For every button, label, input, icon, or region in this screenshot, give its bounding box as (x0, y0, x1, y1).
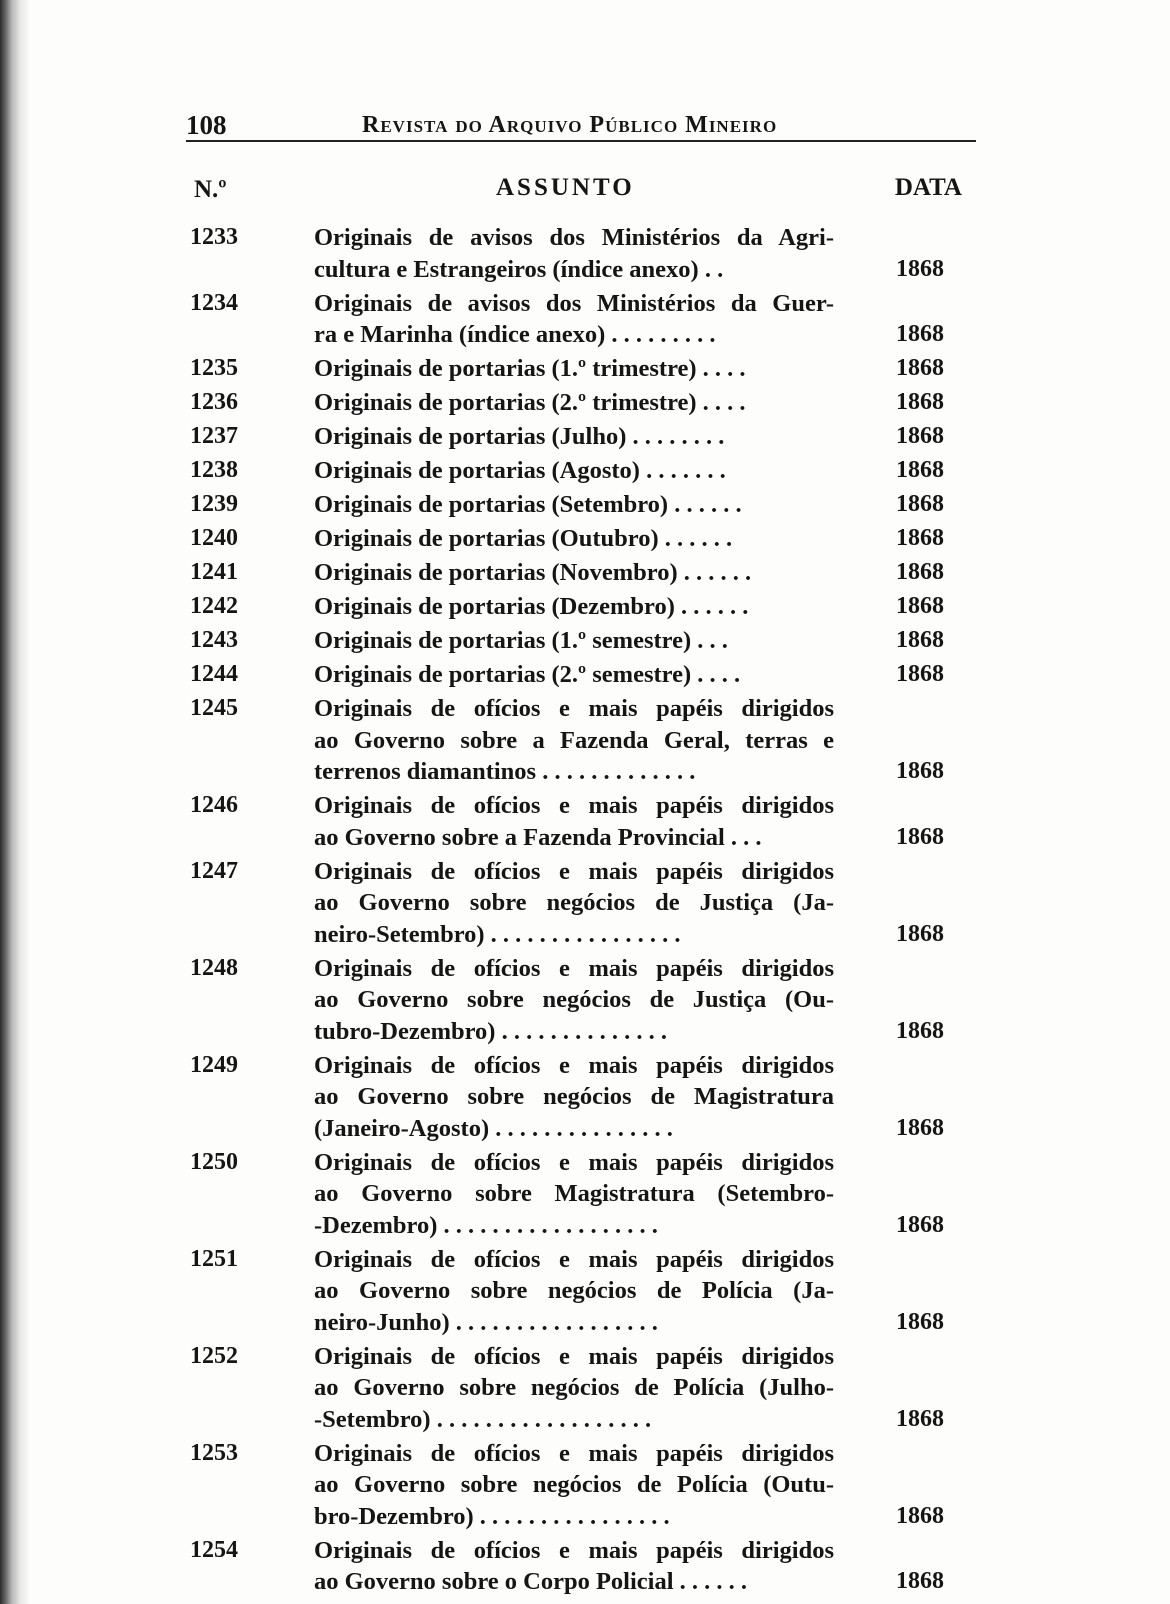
catalog-entry (186, 557, 976, 589)
entry-date: 1868 (896, 1308, 944, 1335)
entry-number: 1239 (190, 491, 238, 517)
entry-date: 1868 (896, 1405, 944, 1432)
entry-subject (314, 1535, 834, 1598)
entry-subject (314, 1244, 834, 1339)
entry-date: 1868 (896, 355, 944, 381)
catalog-entry (186, 1147, 976, 1242)
entry-number: 1252 (190, 1342, 238, 1369)
entry-date: 1868 (896, 255, 944, 282)
catalog-entry (186, 523, 976, 555)
entry-subject-line: ao Governo sobre negócios de Justiça (Ou- (314, 986, 834, 1013)
entry-subject-line: ao Governo sobre o Corpo Policial . . . . . . (314, 1568, 748, 1595)
catalog-entry (186, 222, 976, 285)
entry-subject-line: cultura e Estrangeiros (índice anexo) . . (314, 255, 724, 283)
entry-date: 1868 (896, 593, 944, 619)
entry-subject (314, 489, 834, 521)
entry-subject-line: ao Governo sobre a Fazenda Geral, terras e (314, 726, 834, 754)
entry-subject (314, 1438, 834, 1533)
entry-subject (314, 222, 834, 285)
entry-subject-line: Originais de portarias (Dezembro) . . . . . . (314, 593, 749, 620)
entry-number: 1242 (190, 593, 238, 619)
entry-subject-line: Originais de ofícios e mais papéis dirigidos (314, 695, 834, 722)
entry-number: 1234 (190, 289, 238, 316)
entry-subject-line: Originais de portarias (2.º semestre) . . . . (314, 661, 741, 688)
entry-date: 1868 (896, 823, 944, 850)
catalog-entry (186, 421, 976, 453)
page-number: 108 (186, 110, 227, 140)
catalog-entry (186, 455, 976, 487)
entry-subject-line: ao Governo sobre negócios de Polícia (Outu- (314, 1471, 834, 1498)
entry-number: 1243 (190, 627, 238, 653)
entry-subject (314, 421, 834, 453)
catalog-entry (186, 856, 976, 951)
entry-number: 1233 (190, 224, 238, 250)
entry-date: 1868 (896, 1502, 944, 1529)
entry-subject-line: Originais de ofícios e mais papéis dirigidos (314, 954, 834, 982)
entry-date: 1868 (896, 559, 944, 585)
entry-subject-line: -Dezembro) . . . . . . . . . . . . . . . . . . (314, 1211, 658, 1239)
entry-number: 1238 (190, 457, 238, 483)
catalog-entry (186, 288, 976, 351)
entry-subject-line: Originais de ofícios e mais papéis dirigidos (314, 792, 834, 819)
entry-subject-line: Originais de ofícios e mais papéis dirigidos (314, 1245, 834, 1273)
entry-number: 1250 (190, 1148, 238, 1175)
catalog-entry (186, 659, 976, 691)
entry-subject (314, 591, 834, 623)
entry-subject (314, 1147, 834, 1242)
catalog-entry (186, 953, 976, 1048)
entry-date: 1868 (896, 1017, 944, 1044)
document-page (186, 0, 976, 1604)
catalog-entry (186, 1535, 976, 1598)
entry-number: 1247 (190, 857, 238, 884)
entry-number: 1251 (190, 1245, 238, 1272)
entry-subject-line: ao Governo sobre negócios de Magistratura (314, 1083, 834, 1110)
entry-subject (314, 953, 834, 1048)
entry-subject-line: ao Governo sobre negócios de Justiça (Ja- (314, 889, 834, 916)
entry-subject-line: Originais de portarias (Novembro) . . . . . . (314, 559, 752, 586)
entry-subject-line: Originais de ofícios e mais papéis dirigidos (314, 1148, 834, 1176)
entry-subject (314, 1050, 834, 1145)
entry-subject (314, 790, 834, 853)
entry-subject-line: Originais de portarias (2.º trimestre) . . . . (314, 389, 746, 416)
entry-subject-line: Originais de portarias (Julho) . . . . . . . . (314, 423, 725, 450)
entry-date: 1868 (896, 758, 944, 784)
catalog-entry (186, 591, 976, 623)
catalog-entry (186, 1050, 976, 1145)
entry-subject (314, 659, 834, 691)
column-headers (186, 174, 976, 210)
entry-subject-line: Originais de ofícios e mais papéis dirigidos (314, 1536, 834, 1564)
entry-number: 1240 (190, 525, 238, 551)
entry-number: 1241 (190, 559, 238, 585)
entry-subject-line: Originais de portarias (1.º semestre) . . . (314, 627, 728, 654)
entry-subject-line: -Setembro) . . . . . . . . . . . . . . . . . . (314, 1405, 652, 1433)
entry-subject-line: Originais de ofícios e mais papéis dirigidos (314, 1439, 834, 1467)
entry-date: 1868 (896, 627, 944, 653)
entry-number: 1246 (190, 792, 238, 818)
entry-date: 1868 (896, 457, 944, 483)
entry-subject-line: (Janeiro-Agosto) . . . . . . . . . . . . . . . (314, 1114, 673, 1142)
catalog-entry (186, 693, 976, 788)
entry-subject-line: Originais de portarias (Agosto) . . . . . . . (314, 457, 726, 484)
entry-number: 1253 (190, 1439, 238, 1466)
entry-subject-line: Originais de ofícios e mais papéis dirigidos (314, 1051, 834, 1079)
catalog-entry (186, 387, 976, 419)
entry-subject-line: ao Governo sobre Magistratura (Setembro- (314, 1180, 834, 1207)
entry-subject-line: terrenos diamantinos . . . . . . . . . . . . . (314, 758, 696, 785)
entry-subject (314, 1341, 834, 1436)
entry-subject-line: ao Governo sobre negócios de Polícia (Ja- (314, 1277, 834, 1304)
entry-subject-line: Originais de ofícios e mais papéis dirigidos (314, 857, 834, 885)
entry-date: 1868 (896, 389, 944, 415)
entry-subject (314, 693, 834, 788)
entry-date: 1868 (896, 1211, 944, 1238)
entry-date: 1868 (896, 491, 944, 517)
entry-number: 1244 (190, 661, 238, 687)
entry-subject (314, 455, 834, 487)
entry-subject-line: bro-Dezembro) . . . . . . . . . . . . . . . . (314, 1502, 670, 1530)
entry-subject (314, 353, 834, 385)
catalog-entry (186, 625, 976, 657)
entry-subject-line: ra e Marinha (índice anexo) . . . . . . . . . (314, 321, 716, 348)
entry-number: 1236 (190, 389, 238, 415)
entry-subject (314, 523, 834, 555)
entry-date: 1868 (896, 920, 944, 947)
running-header (186, 106, 976, 142)
entry-number: 1245 (190, 695, 238, 721)
entry-number: 1249 (190, 1051, 238, 1078)
entry-subject (314, 856, 834, 951)
entry-number: 1235 (190, 355, 238, 381)
catalog-entry (186, 353, 976, 385)
entry-number: 1237 (190, 423, 238, 449)
entry-subject-line: Originais de avisos dos Ministérios da Agri- (314, 224, 834, 251)
book-binding-edge (0, 0, 30, 1604)
entry-date: 1868 (896, 321, 944, 347)
entry-subject (314, 557, 834, 589)
column-header-number: N.º (194, 176, 227, 203)
entry-date: 1868 (896, 1568, 944, 1594)
entry-subject-line: ao Governo sobre negócios de Polícia (Julho- (314, 1374, 834, 1401)
entry-subject-line: neiro-Junho) . . . . . . . . . . . . . . . . . (314, 1308, 658, 1336)
catalog-entry (186, 790, 976, 853)
entry-date: 1868 (896, 1114, 944, 1141)
entry-subject (314, 625, 834, 657)
entry-number: 1254 (190, 1536, 238, 1563)
entry-date: 1868 (896, 661, 944, 687)
journal-title: Revista do Arquivo Público Mineiro (362, 112, 778, 138)
catalog-entry (186, 489, 976, 521)
entry-subject-line: Originais de portarias (Outubro) . . . . . . (314, 525, 733, 552)
entry-subject-line: Originais de ofícios e mais papéis dirigidos (314, 1342, 834, 1370)
entry-subject-line: Originais de portarias (1.º trimestre) . . . . (314, 355, 746, 382)
entry-date: 1868 (896, 423, 944, 449)
entry-subject-line: tubro-Dezembro) . . . . . . . . . . . . . . (314, 1017, 667, 1045)
entry-number: 1248 (190, 954, 238, 981)
catalog-entry (186, 1244, 976, 1339)
entry-date: 1868 (896, 525, 944, 551)
catalog-entry (186, 1438, 976, 1533)
entry-subject-line: ao Governo sobre a Fazenda Provincial . . . (314, 823, 762, 851)
column-header-subject: ASSUNTO (496, 174, 635, 201)
entry-subject-line: Originais de portarias (Setembro) . . . . . . (314, 491, 742, 518)
catalog-entry (186, 1341, 976, 1436)
entry-subject (314, 288, 834, 351)
entry-subject-line: Originais de avisos dos Ministérios da Guer- (314, 289, 834, 317)
entry-subject-line: neiro-Setembro) . . . . . . . . . . . . . . . . (314, 920, 681, 948)
entry-subject (314, 387, 834, 419)
catalog-entries (186, 222, 976, 1600)
column-header-date: DATA (894, 174, 962, 201)
